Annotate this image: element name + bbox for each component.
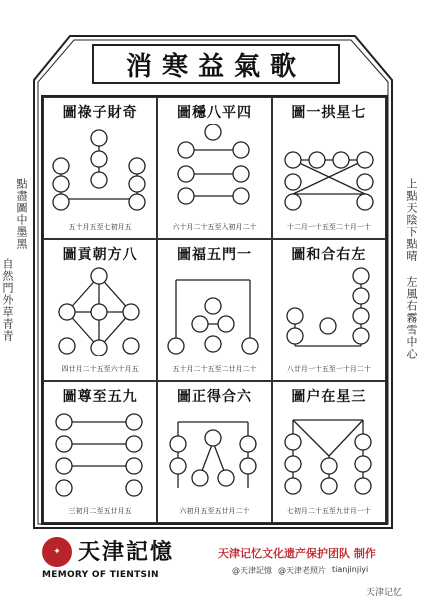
diagram-cell: [272, 97, 386, 239]
dot-diagram: [50, 408, 150, 498]
diagram-grid: [41, 95, 388, 525]
cell-date: 八廿月一十五至一十月二十: [286, 365, 371, 373]
social-handles: [232, 565, 368, 576]
dot-diagram: [50, 124, 150, 214]
dot-diagram: [50, 266, 150, 356]
dot-diagram: [279, 266, 379, 356]
right-verse-1: 上點天陰下點晴: [405, 178, 418, 262]
cell-title: 圖貢朝方八: [62, 247, 138, 263]
diagram-cell: [157, 97, 271, 239]
right-verse-2: 左風右霧雪中心: [405, 276, 418, 360]
cell-title: 圖一拱星七: [291, 105, 367, 121]
dot-diagram: [164, 266, 264, 356]
cell-date: 六初月五至五廿月二十: [179, 507, 250, 515]
cell-title: 圖正得合六: [176, 389, 252, 405]
weibo-handle-1: @天津記憶: [232, 566, 272, 575]
logo-text-cn: 天津記憶: [78, 539, 175, 565]
cell-date: 五十月五至七初月五: [68, 223, 132, 231]
cell-date: 七初月二十五至九廿月一十: [286, 507, 371, 515]
diagram-cell: [157, 381, 271, 523]
cell-date: 三初月二至五廿月五: [68, 507, 132, 515]
diagram-cell: [43, 97, 157, 239]
diagram-cell: [43, 239, 157, 381]
poem-title: 消寒益氣歌: [92, 44, 340, 84]
cell-title: 圖和合右左: [291, 247, 367, 263]
cell-title: 圖穩八平四: [176, 105, 252, 121]
cell-date: 十二月一十五至二十月一十: [286, 223, 371, 231]
left-verse-2: 自然門外草青青: [1, 258, 14, 342]
logo-text-en: MEMORY OF TIENTSIN: [42, 570, 159, 580]
credit-line: 天津记忆文化遗产保护团队 制作: [218, 547, 376, 560]
diagram-cell: [43, 381, 157, 523]
watermark: 天津记忆: [366, 588, 403, 598]
cell-title: 圖祿子財奇: [62, 105, 138, 121]
diagram-cell: [272, 381, 386, 523]
dot-diagram: [279, 408, 379, 498]
dot-diagram: [279, 124, 379, 214]
diagram-cell: [157, 239, 271, 381]
cell-date: 五十月二十五至二廿月二十: [172, 365, 257, 373]
left-verse-1: 點盡圖中墨黑: [15, 178, 28, 250]
weibo-handle-2: @天津老照片: [278, 566, 326, 575]
site-handle: tianjinjiyi: [332, 565, 369, 574]
cell-date: 四廿月二十五至六十月五: [61, 365, 139, 373]
diagram-cell: [272, 239, 386, 381]
logo-emblem: ✦: [42, 537, 72, 567]
dot-diagram: [164, 124, 264, 214]
cell-title: 圖尊至五九: [62, 389, 138, 405]
cell-date: 六十月二十五至入初月二十: [172, 223, 257, 231]
cell-title: 圖福五門一: [176, 247, 252, 263]
dot-diagram: [164, 408, 264, 498]
cell-title: 圖户在星三: [291, 389, 367, 405]
